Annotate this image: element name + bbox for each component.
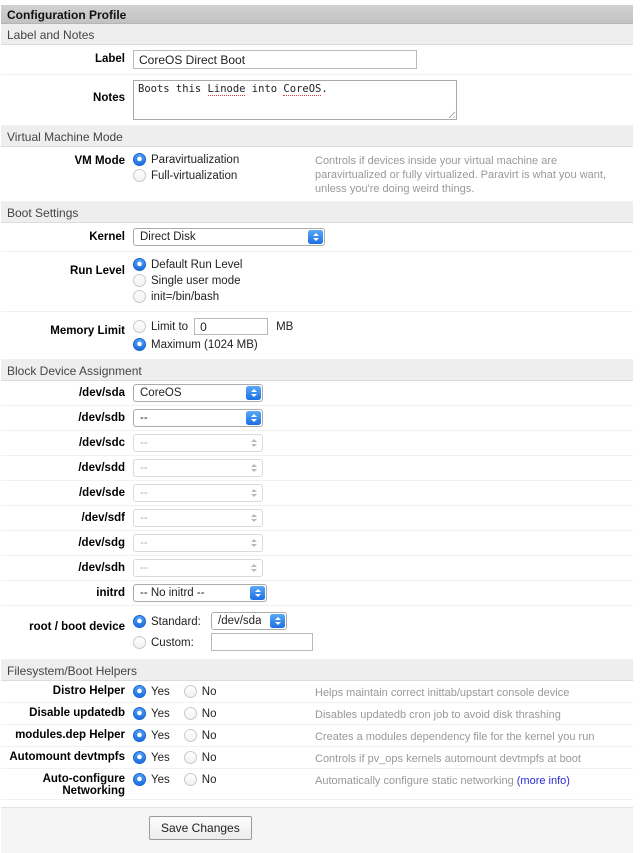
select-dev-sdf bbox=[133, 509, 263, 527]
radio-full-virtualization[interactable] bbox=[133, 169, 315, 182]
select-value: -- bbox=[140, 562, 148, 574]
select-value: CoreOS bbox=[140, 387, 182, 399]
radio-selected-icon bbox=[133, 258, 146, 271]
select-arrows-icon bbox=[308, 230, 323, 244]
helper-row-automount-devtmpfs bbox=[1, 747, 633, 769]
kernel-select[interactable] bbox=[133, 228, 325, 246]
more-info-link[interactable]: (more info) bbox=[516, 775, 570, 787]
helper-row-disable-updatedb bbox=[1, 703, 633, 725]
device-label: /dev/sdb bbox=[78, 412, 125, 424]
radio-selected-icon bbox=[133, 729, 146, 742]
device-label: /dev/sdh bbox=[78, 562, 125, 574]
helper-row-modules-dep bbox=[1, 725, 633, 747]
device-label: /dev/sde bbox=[78, 487, 125, 499]
vm-mode-row bbox=[1, 147, 633, 202]
radio-label: init=/bin/bash bbox=[151, 291, 220, 303]
radio-no[interactable] bbox=[184, 707, 217, 720]
radio-label: Full-virtualization bbox=[151, 170, 238, 182]
block-device-row bbox=[1, 506, 633, 531]
select-arrows-icon bbox=[246, 386, 261, 400]
radio-label: No bbox=[201, 708, 217, 720]
radio-yes[interactable] bbox=[133, 729, 170, 742]
select-arrows-icon bbox=[270, 614, 285, 628]
select-arrows-icon bbox=[246, 511, 261, 525]
notes-textarea[interactable] bbox=[133, 80, 457, 120]
select-dev-sda[interactable] bbox=[133, 384, 263, 402]
kernel-row bbox=[1, 223, 633, 252]
radio-default-run-level[interactable] bbox=[133, 258, 315, 271]
radio-label: Custom: bbox=[151, 636, 194, 649]
radio-label: No bbox=[201, 730, 217, 742]
select-value: -- bbox=[140, 437, 148, 449]
radio-unselected-icon bbox=[184, 729, 197, 742]
radio-unselected-icon bbox=[184, 773, 197, 786]
device-label: /dev/sdf bbox=[81, 512, 125, 524]
select-value: -- bbox=[140, 487, 148, 499]
helper-label: modules.dep Helper bbox=[15, 729, 125, 741]
memory-unit-label: MB bbox=[276, 320, 294, 333]
helper-help-text: Automatically configure static networking bbox=[315, 775, 517, 787]
initrd-select[interactable] bbox=[133, 584, 267, 602]
select-dev-sde bbox=[133, 484, 263, 502]
label-input[interactable] bbox=[133, 50, 417, 69]
helper-label: Disable updatedb bbox=[29, 707, 125, 719]
radio-yes[interactable] bbox=[133, 707, 170, 720]
radio-selected-icon bbox=[133, 685, 146, 698]
radio-selected-icon bbox=[133, 153, 146, 166]
memory-limit-input[interactable] bbox=[194, 318, 268, 335]
save-button[interactable]: Save Changes bbox=[149, 816, 252, 840]
device-label: /dev/sda bbox=[78, 387, 125, 399]
run-level-row bbox=[1, 252, 633, 312]
block-device-row bbox=[1, 481, 633, 506]
select-arrows-icon bbox=[246, 461, 261, 475]
device-label: /dev/sdg bbox=[78, 537, 125, 549]
helper-label: Auto-configure Networking bbox=[42, 773, 125, 797]
radio-label: Single user mode bbox=[151, 275, 241, 287]
radio-yes[interactable] bbox=[133, 773, 170, 786]
notes-text-misspelled: CoreOS bbox=[283, 83, 322, 95]
radio-maximum-memory[interactable] bbox=[133, 338, 413, 351]
radio-yes[interactable] bbox=[133, 751, 170, 764]
radio-label: Yes bbox=[151, 730, 170, 742]
select-value: -- bbox=[140, 462, 148, 474]
memory-limit-row bbox=[1, 312, 633, 360]
radio-selected-icon bbox=[133, 707, 146, 720]
section-header-filesystem-boot-helpers: Filesystem/Boot Helpers bbox=[1, 660, 633, 681]
select-value: /dev/sda bbox=[218, 615, 262, 627]
select-arrows-icon bbox=[246, 561, 261, 575]
radio-label: Default Run Level bbox=[151, 259, 243, 271]
block-device-row bbox=[1, 456, 633, 481]
radio-label: Paravirtualization bbox=[151, 154, 240, 166]
section-header-boot-settings: Boot Settings bbox=[1, 202, 633, 223]
select-arrows-icon bbox=[246, 486, 261, 500]
select-arrows-icon bbox=[246, 411, 261, 425]
select-arrows-icon bbox=[246, 436, 261, 450]
block-device-row bbox=[1, 431, 633, 456]
select-dev-sdd bbox=[133, 459, 263, 477]
select-value: -- No initrd -- bbox=[140, 587, 205, 599]
helper-help-text: Helps maintain correct inittab/upstart console device bbox=[315, 687, 570, 699]
block-device-row bbox=[1, 556, 633, 581]
helper-help-text: Creates a modules dependency file for the kernel you run bbox=[315, 731, 595, 743]
radio-label: Standard: bbox=[151, 615, 201, 628]
radio-label: No bbox=[201, 774, 217, 786]
root-boot-device-label: root / boot device bbox=[29, 621, 125, 633]
page-title: Configuration Profile bbox=[1, 5, 633, 24]
select-arrows-icon bbox=[246, 536, 261, 550]
select-value: -- bbox=[140, 537, 148, 549]
vm-mode-help-text: Controls if devices inside your virtual machine are paravirtualized or fully virtualized. Paravirt is what you want, unless you're doing weird things. bbox=[315, 155, 607, 195]
radio-unselected-icon bbox=[184, 685, 197, 698]
radio-selected-icon bbox=[133, 615, 146, 628]
vm-mode-label: VM Mode bbox=[74, 155, 125, 167]
helper-help-text: Disables updatedb cron job to avoid disk thrashing bbox=[315, 709, 561, 721]
notes-text: . bbox=[321, 83, 328, 95]
label-field-label: Label bbox=[94, 53, 125, 65]
select-value: -- bbox=[140, 512, 148, 524]
radio-unselected-icon bbox=[133, 290, 146, 303]
radio-yes[interactable] bbox=[133, 685, 170, 698]
radio-no[interactable] bbox=[184, 729, 217, 742]
notes-text: Boots this bbox=[138, 83, 208, 95]
run-level-label: Run Level bbox=[70, 265, 125, 277]
radio-unselected-icon bbox=[133, 320, 146, 333]
section-header-block-device-assignment: Block Device Assignment bbox=[1, 360, 633, 381]
radio-single-user-mode[interactable] bbox=[133, 274, 315, 287]
notes-field-label: Notes bbox=[93, 92, 125, 104]
footer-bar bbox=[1, 807, 633, 853]
select-dev-sdc bbox=[133, 434, 263, 452]
radio-unselected-icon bbox=[133, 636, 146, 649]
select-dev-sdh bbox=[133, 559, 263, 577]
select-value: -- bbox=[140, 412, 148, 424]
initrd-label: initrd bbox=[96, 587, 125, 599]
radio-init-bin-bash[interactable] bbox=[133, 290, 315, 303]
radio-unselected-icon bbox=[184, 707, 197, 720]
radio-label: Maximum (1024 MB) bbox=[151, 339, 258, 351]
radio-label: Limit to bbox=[151, 321, 189, 333]
block-device-row bbox=[1, 406, 633, 431]
radio-standard-root[interactable] bbox=[133, 612, 433, 630]
block-device-row bbox=[1, 381, 633, 406]
helper-label: Automount devtmpfs bbox=[9, 751, 125, 763]
custom-root-input[interactable] bbox=[211, 633, 313, 651]
select-value: Direct Disk bbox=[140, 231, 196, 243]
radio-paravirtualization[interactable] bbox=[133, 153, 315, 166]
notes-text-misspelled: Linode bbox=[207, 83, 246, 95]
root-device-select[interactable] bbox=[211, 612, 287, 630]
select-dev-sdb[interactable] bbox=[133, 409, 263, 427]
device-label: /dev/sdc bbox=[78, 437, 125, 449]
radio-selected-icon bbox=[133, 751, 146, 764]
radio-selected-icon bbox=[133, 773, 146, 786]
helper-label: Distro Helper bbox=[52, 685, 125, 697]
notes-text: into bbox=[245, 83, 284, 95]
initrd-row bbox=[1, 581, 633, 606]
radio-label: Yes bbox=[151, 774, 170, 786]
device-label: /dev/sdd bbox=[78, 462, 125, 474]
radio-label: Yes bbox=[151, 708, 170, 720]
label-row bbox=[1, 45, 633, 75]
radio-label: No bbox=[201, 686, 217, 698]
helper-help-text bbox=[315, 772, 633, 788]
radio-label: Yes bbox=[151, 752, 170, 764]
helper-row-auto-configure-networking bbox=[1, 769, 633, 800]
helper-help-text: Controls if pv_ops kernels automount devtmpfs at boot bbox=[315, 753, 581, 765]
radio-unselected-icon bbox=[133, 169, 146, 182]
radio-limit-to[interactable] bbox=[133, 318, 413, 335]
radio-label: No bbox=[201, 752, 217, 764]
kernel-label: Kernel bbox=[89, 231, 125, 243]
radio-no[interactable] bbox=[184, 773, 217, 786]
notes-row bbox=[1, 75, 633, 126]
helper-row-distro-helper bbox=[1, 681, 633, 703]
radio-no[interactable] bbox=[184, 751, 217, 764]
memory-limit-label: Memory Limit bbox=[50, 325, 125, 337]
resize-grip-icon[interactable] bbox=[446, 109, 455, 118]
section-header-label-and-notes: Label and Notes bbox=[1, 24, 633, 45]
select-arrows-icon bbox=[250, 586, 265, 600]
section-header-virtual-machine-mode: Virtual Machine Mode bbox=[1, 126, 633, 147]
radio-selected-icon bbox=[133, 338, 146, 351]
block-device-row bbox=[1, 531, 633, 556]
radio-unselected-icon bbox=[133, 274, 146, 287]
radio-no[interactable] bbox=[184, 685, 217, 698]
radio-unselected-icon bbox=[184, 751, 197, 764]
radio-label: Yes bbox=[151, 686, 170, 698]
select-dev-sdg bbox=[133, 534, 263, 552]
configuration-profile-page bbox=[1, 5, 633, 853]
radio-custom-root[interactable] bbox=[133, 633, 433, 651]
